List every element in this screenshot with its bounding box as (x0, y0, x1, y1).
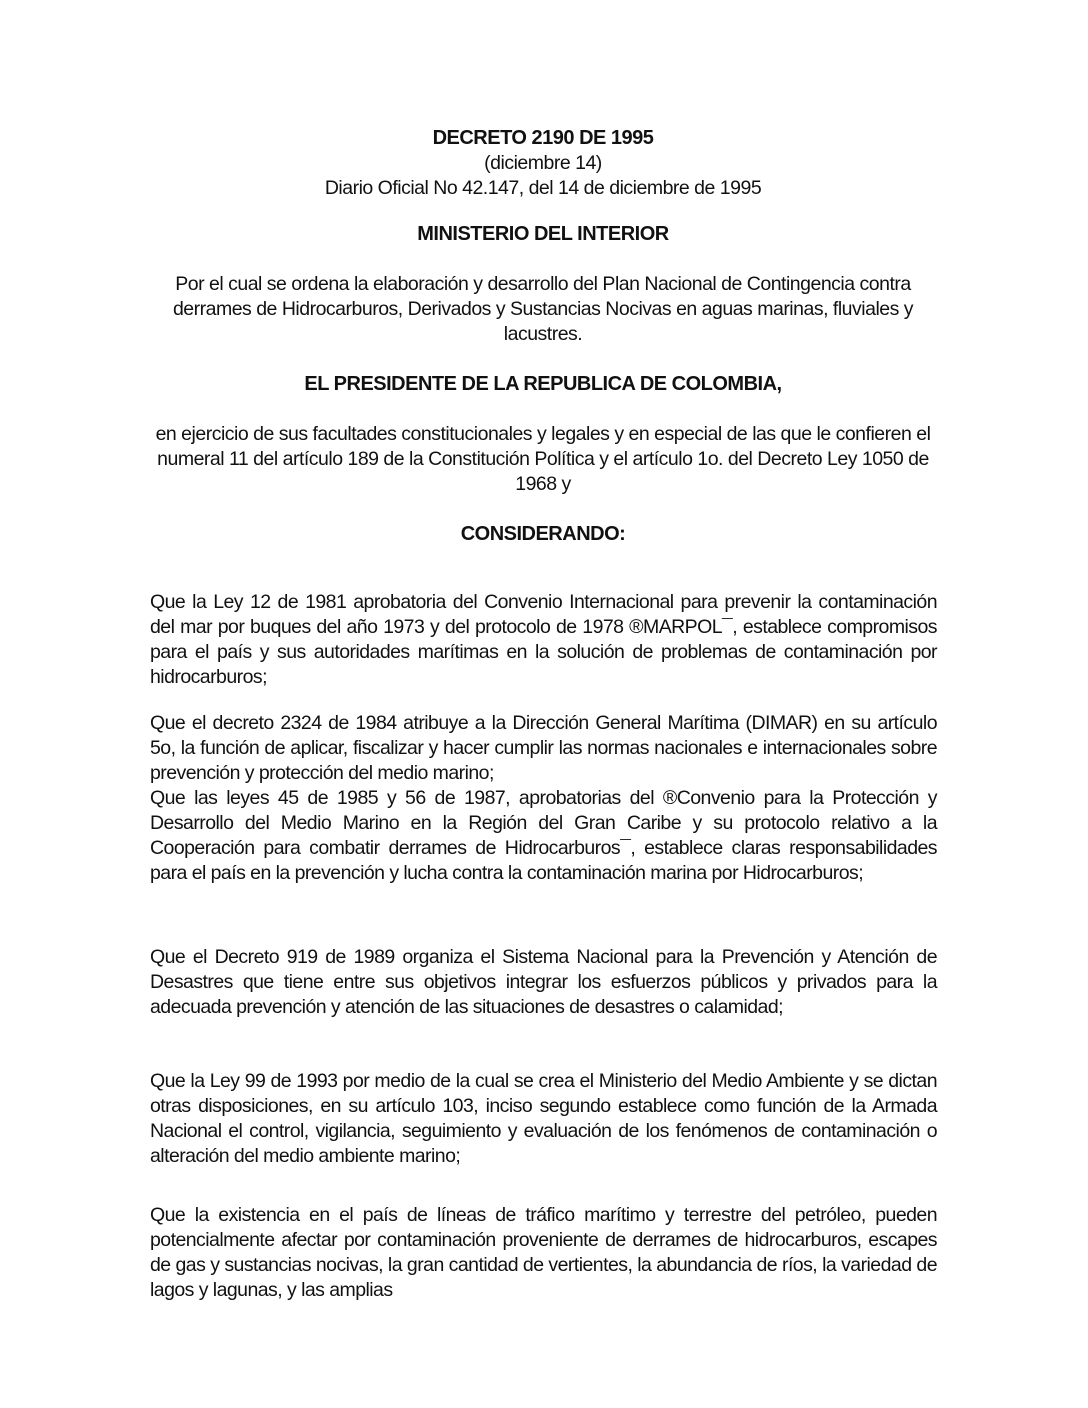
publication-reference: Diario Oficial No 42.147, del 14 de diciembre de 1995 (324, 177, 762, 199)
considerando-paragraph: Que la existencia en el país de líneas de tráfico marítimo y terrestre del petróleo, pueden potencialmente afectar por contaminación proveniente de derrames de hidrocarburos, escapes de gas y sustancias nocivas, la gran cantidad de vertientes, la abundancia de ríos, la variedad de lagos y lagunas, y las amplias (150, 1204, 937, 1301)
decree-title: DECRETO 2190 DE 1995 (432, 127, 654, 149)
decree-date: (diciembre 14) (484, 152, 602, 174)
ministry-heading: MINISTERIO DEL INTERIOR (417, 223, 669, 245)
considerando-paragraph: Que las leyes 45 de 1985 y 56 de 1987, aprobatorias del ®Convenio para la Protección y Desarrollo del Medio Marino en la Región del Gran Caribe y su protocolo relativo a la Cooperación para combatir derrames de Hidrocarburos¯, establece claras responsabilidades para el país en la prevención y lucha contra la contaminación marina por Hidrocarburos; (150, 787, 937, 884)
authority-heading: EL PRESIDENTE DE LA REPUBLICA DE COLOMBIA, (304, 373, 782, 395)
considerando-paragraph: Que el Decreto 919 de 1989 organiza el Sistema Nacional para la Prevención y Atención de Desastres que tiene entre sus objetivos integrar los esfuerzos públicos y privados para la adecuada prevención y atención de las situaciones de desastres o calamidad; (150, 946, 937, 1018)
considerando-paragraph: Que la Ley 12 de 1981 aprobatoria del Convenio Internacional para prevenir la contaminación del mar por buques del año 1973 y del protocolo de 1978 ®MARPOL¯, establece compromisos para el país y sus autoridades marítimas en la solución de problemas de contaminación por hidrocarburos; (150, 591, 937, 688)
legal-powers: en ejercicio de sus facultades constitucionales y legales y en especial de las que le confieren el numeral 11 del artículo 189 de la Constitución Política y el artículo 1o. del Decreto Ley 1050 de 1968 y (155, 423, 931, 495)
considerando-paragraph: Que la Ley 99 de 1993 por medio de la cual se crea el Ministerio del Medio Ambiente y se dictan otras disposiciones, en su artículo 103, inciso segundo establece como función de la Armada Nacional el control, vigilancia, seguimiento y evaluación de los fenómenos de contaminación o alteración del medio ambiente marino; (150, 1070, 937, 1167)
decree-summary: Por el cual se ordena la elaboración y desarrollo del Plan Nacional de Contingencia contra derrames de Hidrocarburos, Derivados y Sustancias Nocivas en aguas marinas, fluviales y lacustres. (172, 273, 914, 345)
considerando-heading: CONSIDERANDO: (460, 523, 626, 545)
considerando-paragraph: Que el decreto 2324 de 1984 atribuye a la Dirección General Marítima (DIMAR) en su artículo 5o, la función de aplicar, fiscalizar y hacer cumplir las normas nacionales e internacionales sobre prevención y protección del medio marino; (150, 712, 937, 784)
